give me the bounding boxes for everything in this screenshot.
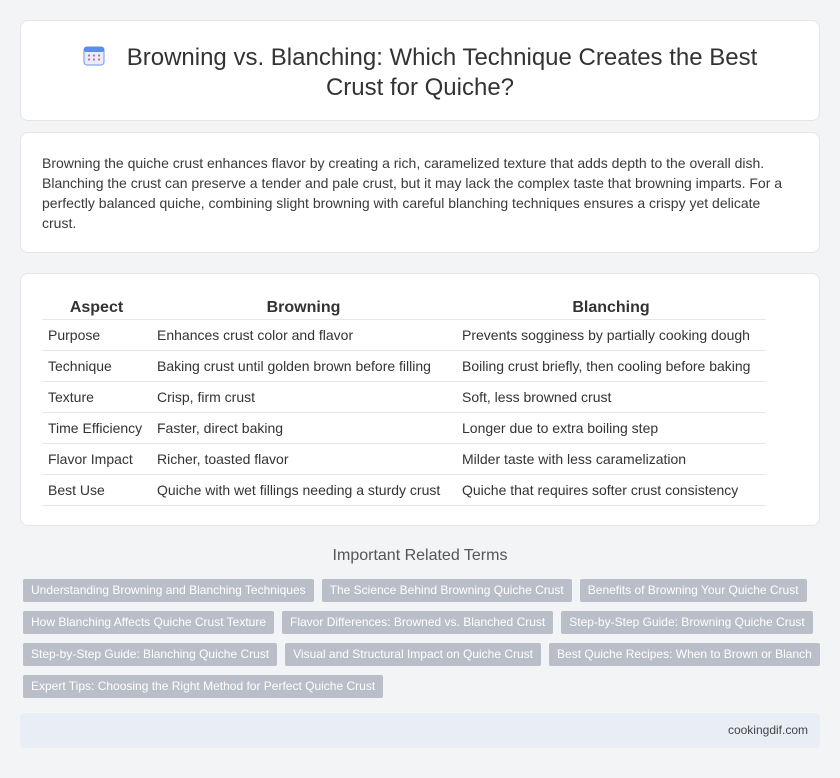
page-title: Browning vs. Blanching: Which Technique Creates the Best Crust for Quiche? xyxy=(126,44,758,101)
related-tag[interactable]: Best Quiche Recipes: When to Brown or Blanch xyxy=(549,643,820,666)
table-cell: Baking crust until golden brown before filling xyxy=(151,350,456,381)
intro-paragraph: Browning the quiche crust enhances flavor by creating a rich, caramelized texture that adds depth to the overall dish. Blanching the crust can preserve a tender and pale crust, but it may lack the complex taste that browning imparts. For a perfectly balanced quiche, combining slight browning with careful blanching techniques ensures a crispy yet delicate crust. xyxy=(42,155,783,231)
table-row xyxy=(42,474,766,505)
table-row xyxy=(42,319,766,350)
table-cell: Purpose xyxy=(42,319,151,350)
intro-card xyxy=(20,132,820,253)
comparison-table xyxy=(42,295,766,506)
calendar-icon xyxy=(83,44,105,66)
related-tag[interactable]: The Science Behind Browning Quiche Crust xyxy=(322,579,572,602)
table-row xyxy=(42,350,766,381)
related-tag[interactable]: Step-by-Step Guide: Browning Quiche Crust xyxy=(561,611,812,634)
table-cell: Prevents sogginess by partially cooking dough xyxy=(456,319,766,350)
header-aspect: Aspect xyxy=(42,295,151,319)
table-cell: Enhances crust color and flavor xyxy=(151,319,456,350)
table-cell: Boiling crust briefly, then cooling before baking xyxy=(456,350,766,381)
related-tag[interactable]: Benefits of Browning Your Quiche Crust xyxy=(580,579,807,602)
table-cell: Soft, less browned crust xyxy=(456,381,766,412)
header-blanching: Blanching xyxy=(456,295,766,319)
table-cell: Quiche that requires softer crust consistency xyxy=(456,474,766,505)
related-tag[interactable]: Expert Tips: Choosing the Right Method for Perfect Quiche Crust xyxy=(23,675,383,698)
table-row xyxy=(42,412,766,443)
related-tag[interactable]: How Blanching Affects Quiche Crust Texture xyxy=(23,611,274,634)
table-cell: Crisp, firm crust xyxy=(151,381,456,412)
table-cell: Richer, toasted flavor xyxy=(151,443,456,474)
related-tag[interactable]: Visual and Structural Impact on Quiche Crust xyxy=(285,643,541,666)
related-terms-list xyxy=(23,579,823,707)
table-cell: Quiche with wet fillings needing a sturdy crust xyxy=(151,474,456,505)
table-cell: Best Use xyxy=(42,474,151,505)
table-cell: Longer due to extra boiling step xyxy=(456,412,766,443)
table-cell: Faster, direct baking xyxy=(151,412,456,443)
header-browning: Browning xyxy=(151,295,456,319)
table-cell: Technique xyxy=(42,350,151,381)
page-title-wrap xyxy=(51,43,789,103)
title-card xyxy=(20,20,820,121)
related-tag[interactable]: Understanding Browning and Blanching Techniques xyxy=(23,579,314,602)
footer xyxy=(20,713,820,748)
comparison-card xyxy=(20,273,820,526)
table-cell: Milder taste with less caramelization xyxy=(456,443,766,474)
related-tag[interactable]: Step-by-Step Guide: Blanching Quiche Crust xyxy=(23,643,277,666)
footer-site-link[interactable]: cookingdif.com xyxy=(727,723,808,737)
table-row xyxy=(42,443,766,474)
table-header-row xyxy=(42,295,766,319)
related-tag[interactable]: Flavor Differences: Browned vs. Blanched Crust xyxy=(282,611,553,634)
table-cell: Flavor Impact xyxy=(42,443,151,474)
related-terms-heading: Important Related Terms xyxy=(332,547,508,564)
table-row xyxy=(42,381,766,412)
table-cell: Texture xyxy=(42,381,151,412)
table-cell: Time Efficiency xyxy=(42,412,151,443)
